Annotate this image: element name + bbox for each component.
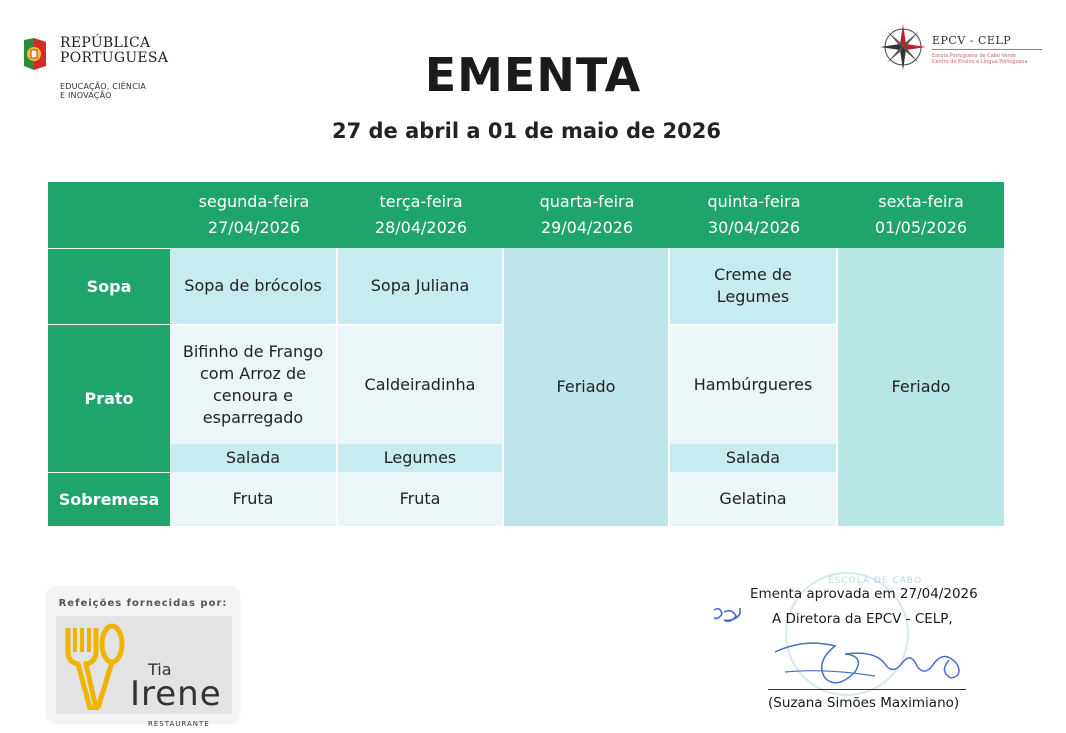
day-date: 01/05/2026: [874, 218, 968, 237]
day-name: terça-feira: [379, 192, 463, 211]
row-header-sopa: Sopa: [48, 248, 170, 324]
header-day-terca: [338, 182, 504, 248]
supplier-brand-top: Tia: [148, 660, 172, 679]
menu-table: [48, 182, 1004, 526]
cell-sexta-holiday: Feriado: [838, 248, 1004, 526]
cell-quinta-sobremesa: Gelatina: [670, 472, 838, 526]
epcv-sub-line1: Escola Portuguesa de Cabo Verde: [932, 53, 1016, 59]
cell-quinta-prato: Hambúrgueres: [670, 324, 838, 444]
approval-date: Ementa aprovada em 27/04/2026: [750, 586, 978, 602]
day-name: quarta-feira: [539, 192, 635, 211]
day-name: segunda-feira: [198, 192, 310, 211]
day-date: 27/04/2026: [207, 218, 301, 237]
epcv-name: EPCV - CELP: [932, 34, 1012, 47]
cell-terca-prato: Caldeiradinha: [338, 324, 504, 444]
header-day-quinta: [670, 182, 838, 248]
fork-spoon-icon: [62, 622, 128, 710]
cell-quinta-sopa: [670, 248, 838, 324]
row-header-prato: Prato: [48, 324, 170, 472]
supplier-logo: [56, 616, 232, 728]
signature-icon: [765, 632, 975, 694]
header-day-sexta: [838, 182, 1004, 248]
rp-name-line1: REPÚBLICA: [60, 35, 151, 51]
sopa-line: Creme de: [714, 265, 792, 284]
header-day-quarta: [504, 182, 670, 248]
date-range-subtitle: 27 de abril a 01 de maio de 2026: [331, 119, 721, 143]
rp-name-line2: PORTUGUESA: [60, 50, 169, 66]
cell-segunda-acompanhamento: Salada: [170, 444, 338, 472]
cell-segunda-prato: [170, 324, 338, 444]
day-name: quinta-feira: [707, 192, 801, 211]
header-corner-cell: [48, 182, 170, 248]
prato-line: esparregado: [202, 408, 304, 427]
cell-terca-sopa: Sopa Juliana: [338, 248, 504, 324]
header-day-segunda: [170, 182, 338, 248]
rp-sub-line1: EDUCAÇÃO, CIÊNCIA: [60, 82, 147, 91]
day-date: 28/04/2026: [374, 218, 468, 237]
signature-line: [768, 689, 966, 690]
supplier-brand-main: Irene: [130, 674, 222, 714]
day-date: 30/04/2026: [707, 218, 801, 237]
rp-sub-line2: E INOVAÇÃO: [60, 91, 112, 100]
stamp-text: ESCOLA DE CABO: [828, 576, 923, 586]
approval-role: A Diretora da EPCV - CELP,: [772, 611, 953, 627]
cell-segunda-sopa: Sopa de brócolos: [170, 248, 338, 324]
prato-line: Bifinho de Frango: [182, 342, 324, 361]
prato-line: com Arroz de: [200, 364, 306, 383]
day-name: sexta-feira: [878, 192, 964, 211]
cell-quarta-holiday: Feriado: [504, 248, 670, 526]
sopa-line: Legumes: [716, 287, 790, 306]
epcv-sub-line2: Centro de Ensino e Língua Portuguesa: [932, 59, 1028, 65]
approval-block: [750, 576, 990, 724]
row-header-sobremesa: Sobremesa: [48, 472, 170, 526]
day-date: 29/04/2026: [540, 218, 634, 237]
supplier-logo-card: [48, 588, 238, 728]
cell-terca-sobremesa: Fruta: [338, 472, 504, 526]
cell-quinta-acompanhamento: Salada: [670, 444, 838, 472]
supplier-brand-sub: RESTAURANTE: [148, 720, 210, 728]
signatory-name: (Suzana Simões Maximiano): [768, 695, 960, 711]
prato-line: cenoura e: [212, 386, 294, 405]
cell-segunda-sobremesa: Fruta: [170, 472, 338, 526]
cell-terca-acompanhamento: Legumes: [338, 444, 504, 472]
supplier-label: Refeições fornecidas por:: [58, 598, 228, 609]
page-title: EMENTA: [424, 48, 642, 102]
initials-signature-icon: [710, 604, 750, 634]
